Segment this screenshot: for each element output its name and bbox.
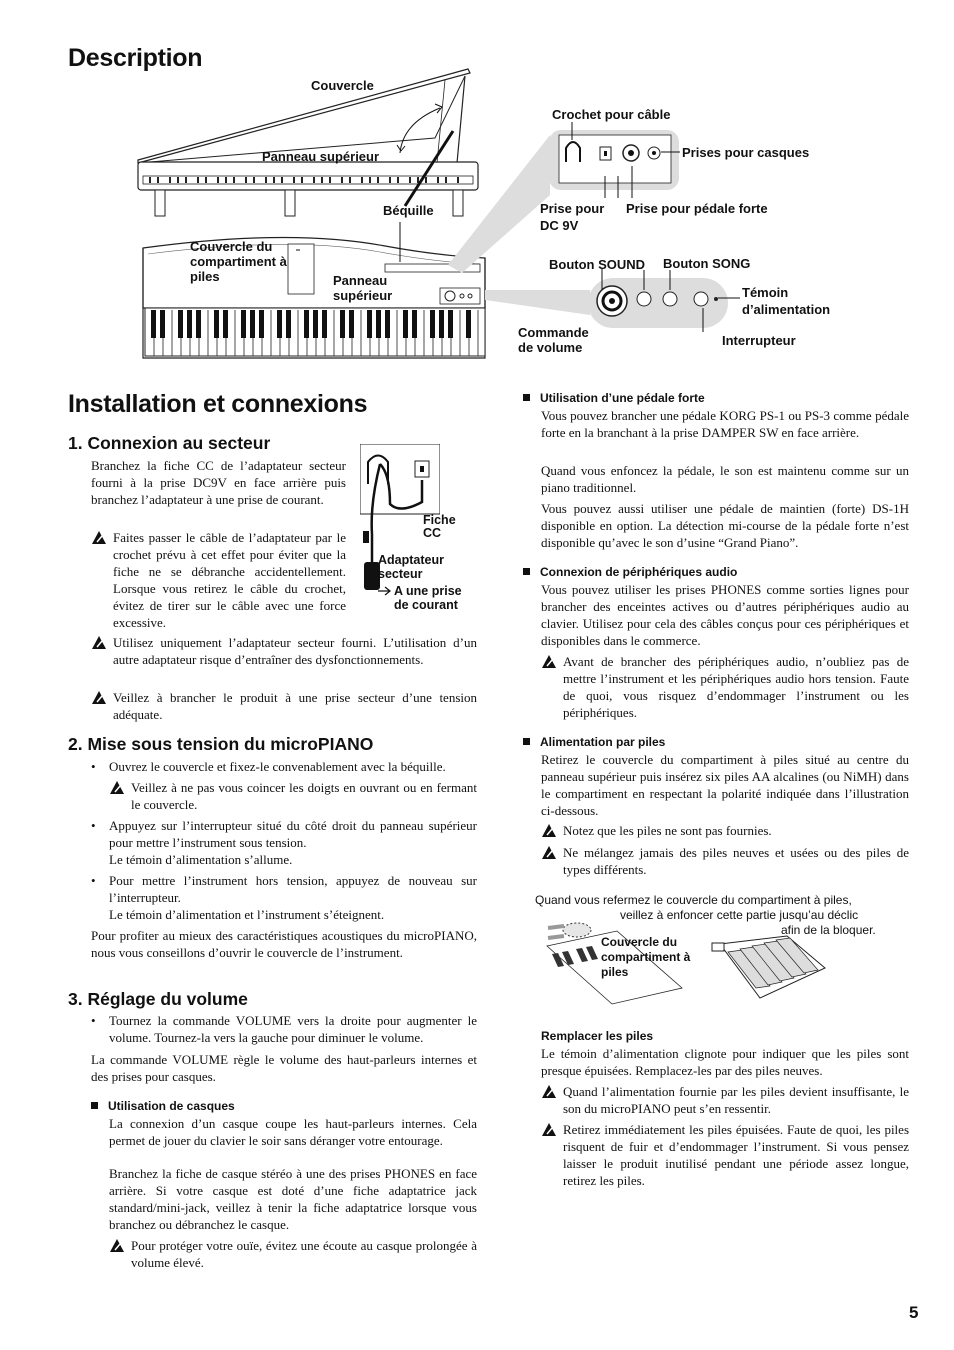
pedale-paragraph-2: Quand vous enfoncez la pédale, le son est maintenu comme sur un piano traditionnel. (541, 463, 909, 495)
s3-paragraph: La commande VOLUME règle le volume des haut-parleurs internes et des prises pour casques. (91, 1052, 477, 1084)
page-number: 5 (909, 1303, 919, 1322)
fig-caption-3: afin de la bloquer. (781, 923, 876, 937)
pedale-title: Utilisation d’une pédale forte (523, 391, 705, 405)
audio-paragraph: Vous pouvez utiliser les prises PHONES comme sorties lignes pour brancher des enceintes actives ou d’autres périphériques audio au clavier. Utilisez pour cela des câbles conçus pour ces périphériques et disponibles dans le commerce. (541, 582, 909, 648)
pedale-paragraph-1: Vous pouvez brancher une pédale KORG PS-1 ou PS-3 comme pédale forte en la branchant à la prise DAMPER SW en face arrière. (541, 408, 909, 440)
casques-paragraph-1: La connexion d’un casque coupe les haut-parleurs internes. Cela permet de jouer du clavier le soir sans déranger votre entourage. (109, 1116, 477, 1148)
s2-bullet-1-note: Veillez à ne pas vous coincer les doigts en ouvrant ou en fermant le couvercle. (109, 779, 477, 813)
piles-paragraph: Retirez le couvercle du compartiment à piles situé au centre du panneau supérieur puis insérez six piles AA alcalines (ou NiMH) dans le compartiment en respectant la polarité indiquée dans l’illustration ci-dessous. (541, 752, 909, 818)
label-panneau-superieur-bottom: Panneau supérieur (333, 273, 393, 303)
fig-caption-1: Quand vous refermez le couvercle du compartiment à piles, (535, 893, 852, 907)
label-panneau-superieur-top: Panneau supérieur (262, 149, 380, 164)
label-prises-casques: Prises pour casques (682, 145, 810, 160)
label-bequille: Béquille (383, 203, 434, 218)
fig-fiche-cc: Fiche CC (423, 513, 456, 540)
s1-note-2: Utilisez uniquement l’adaptateur secteur fourni. L’utilisation d’un autre adaptateur risque d’entraîner des dysfonctionnements. (91, 634, 477, 668)
s1-note-1: Faites passer le câble de l’adaptateur par le crochet prévu à cet effet pour éviter que la fiche ne se débranche accidentellement. Lorsque vous retirez le câble du crochet, évitez de tirer sur le câble avec une force excessive. (91, 529, 346, 631)
label-bouton-song: Bouton SONG (663, 256, 751, 271)
casques-note: Pour protéger votre ouïe, évitez une écoute au casque prolongée à volume élevé. (109, 1237, 477, 1271)
audio-note: Avant de brancher des périphériques audio, n’oubliez pas de mettre l’instrument et les périphériques audio hors tension. Faute de quoi, vous risquez d’endommager l’instrument ou les périphériques. (541, 653, 909, 721)
warning-hand-icon (91, 690, 107, 705)
warning-hand-icon (541, 1122, 557, 1137)
label-bouton-sound: Bouton SOUND (549, 257, 646, 272)
warning-hand-icon (541, 845, 557, 860)
s1-paragraph: Branchez la fiche CC de l’adaptateur secteur fourni à la prise DC9V en face arrière puis branchez l’adaptateur à une prise de courant. (91, 458, 346, 507)
s2-paragraph: Pour profiter au mieux des caractéristiques acoustiques du microPIANO, nous vous conseillons d’ouvrir le couvercle de l’instrument. (91, 928, 477, 960)
warning-hand-icon (541, 823, 557, 838)
installation-title: Installation et connexions (68, 390, 368, 418)
label-prise-dc: Prise pour DC 9V (540, 201, 605, 233)
s3-bullet-1: • Tournez la commande VOLUME vers la droite pour augmenter le volume. Tournez-la vers la gauche pour diminuer le volume. (91, 1013, 477, 1045)
s1-heading: 1. Connexion au secteur (68, 433, 271, 453)
casques-paragraph-2: Branchez la fiche de casque stéréo à une des prises PHONES en face arrière. Si votre casque est doté d’une fiche adaptatrice jack standard/mini-jack, veillez à tenir la fiche adaptatrice lorsque vous branchez ou débranchez le casque. (109, 1166, 477, 1232)
s2-heading: 2. Mise sous tension du microPIANO (68, 734, 374, 754)
warning-hand-icon (91, 530, 107, 545)
warning-hand-icon (109, 1238, 125, 1253)
warning-hand-icon (91, 635, 107, 650)
piles-title: Alimentation par piles (523, 735, 665, 749)
pedale-paragraph-3: Vous pouvez aussi utiliser une pédale de maintien (forte) DS-1H disponible en option. La détection mi-course de la pédale forte n’est disponible qu’avec le son d’usine “Grand Piano”. (541, 501, 909, 550)
remplacer-note-1: Quand l’alimentation fournie par les piles devient insuffisante, le son du microPIANO peut s’en ressentir. (541, 1083, 909, 1117)
casques-title: Utilisation de casques (91, 1099, 235, 1113)
s3-heading: 3. Réglage du volume (68, 989, 248, 1009)
arrow-right-icon (378, 586, 392, 596)
s2-bullet-2: • Appuyez sur l’interrupteur situé du côté droit du panneau supérieur pour mettre l’instrument sous tension. Le témoin d’alimentation s’allume. (91, 818, 477, 867)
label-crochet: Crochet pour câble (552, 107, 671, 122)
piles-note-1: Notez que les piles ne sont pas fournies. (541, 822, 909, 839)
label-interrupteur: Interrupteur (722, 333, 796, 348)
warning-hand-icon (541, 654, 557, 669)
audio-title: Connexion de périphériques audio (523, 565, 737, 579)
leader-lines (0, 0, 954, 360)
fig-caption-2: veillez à enfoncer cette partie jusqu’au déclic (620, 908, 859, 922)
description-title: Description (68, 44, 203, 72)
label-couvercle: Couvercle (311, 78, 374, 93)
piles-note-2: Ne mélangez jamais des piles neuves et usées ou des piles de types différents. (541, 844, 909, 878)
fig-prise: A une prise de courant (394, 584, 462, 612)
fig-adaptateur: Adaptateur secteur (378, 553, 444, 581)
remplacer-paragraph: Le témoin d’alimentation clignote pour indiquer que les piles sont presque épuisées. Remplacez-les par des piles neuves. (541, 1046, 909, 1078)
s1-note-3: Veillez à brancher le produit à une prise secteur d’une tension adéquate. (91, 689, 477, 723)
warning-hand-icon (541, 1084, 557, 1099)
s2-bullet-1: • Ouvrez le couvercle et fixez-le convenablement avec la béquille. (91, 759, 446, 774)
remplacer-title: Remplacer les piles (541, 1029, 654, 1043)
fig-battery-label: Couvercle du compartiment à piles (601, 935, 691, 979)
label-prise-pedale: Prise pour pédale forte (626, 201, 768, 216)
warning-hand-icon (109, 780, 125, 795)
s2-bullet-3: • Pour mettre l’instrument hors tension, appuyez de nouveau sur l’interrupteur. Le témoin d’alimentation et l’instrument s’éteignent. (91, 873, 477, 922)
label-temoin: Témoin d’alimentation (742, 285, 831, 317)
remplacer-note-2: Retirez immédiatement les piles épuisées. Faute de quoi, les piles risquent de fuir et d’endommager l’instrument. Si vous pensez laisser le produit inutilisé pendant une période assez longue, retirez les piles. (541, 1121, 909, 1189)
label-commande-volume: Commande de volume (518, 325, 589, 355)
label-couvercle-compartiment: Couvercle du compartiment à piles (190, 239, 287, 284)
